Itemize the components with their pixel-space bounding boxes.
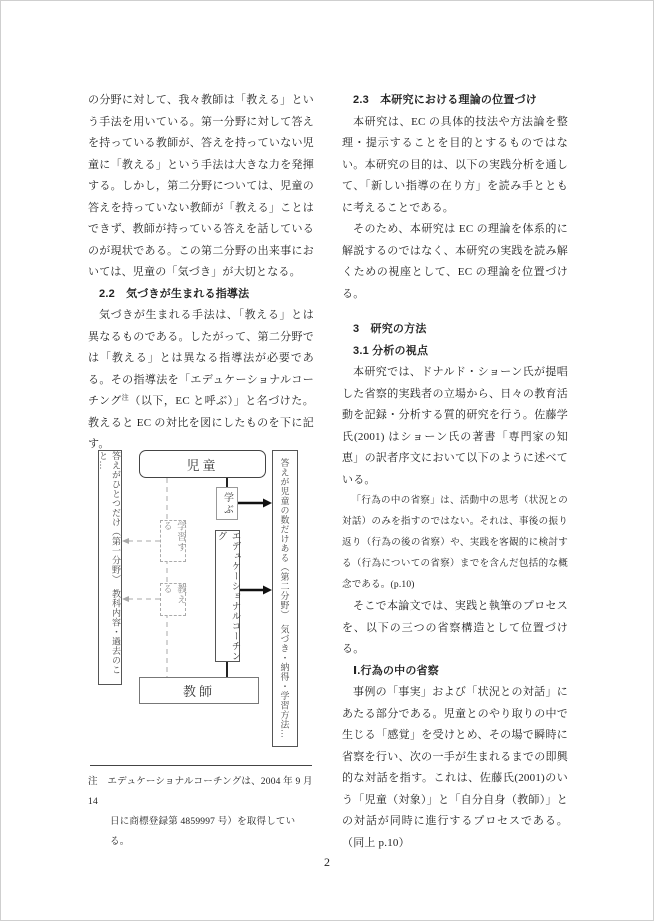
right-column [342, 90, 568, 854]
left-column [88, 90, 314, 456]
paragraph-text: （以下，EC と呼ぶ）」と名づけた。教えると EC の対比を図にしたものを下に記す。 [88, 395, 315, 450]
field1-band: 答えがひとつだけ（第一分野） 教科内容・過去のこと… [98, 450, 122, 685]
section-heading-3: 3 研究の方法 [353, 323, 427, 335]
footnote-line: 日に商標登録第 4859997 号）を取得している。 [110, 817, 296, 847]
paragraph: 事例の「事実」および「状況との対話」にあたる部分である。児童とのやり取りの中で生じる「感覚」を受けとめ、その場で瞬時に省察を行い、次の一手が生まれるまでの即興的な対話を指す。これは、佐藤氏(2001)のいう「児童（対象）」と「自分自身（教師）」との対話が同時に進行するプロセスである。（同上 p.10） [342, 686, 568, 849]
section-heading-2-2: 2.2 気づきが生まれる指導法 [99, 287, 250, 300]
footnote [88, 765, 314, 852]
learn-box: 学ぶ [216, 487, 238, 520]
ec-comparison-diagram [88, 448, 300, 750]
teach-box: 教える [160, 583, 186, 616]
page-number: 2 [324, 855, 330, 869]
paragraph-text: 気づきが生まれる手法は、「教える」とは異なるものである。したがって、第二分野では「教える」とは異なる指導法が必要である。その指導法を「エデュケーショナルコーチング [88, 309, 314, 407]
section-heading-2-3: 2.3 本研究における理論の位置づけ [353, 94, 537, 106]
paragraph: そこで本論文では、実践と執筆のプロセスを、以下の三つの省察構造として位置づける。 [342, 600, 568, 655]
educational-coaching-box: エデュケーショナルコーチング [215, 531, 240, 661]
footnote-reference: 注 [121, 393, 130, 402]
section-heading-3-1: 3.1 分析の視点 [353, 344, 429, 357]
footnote-separator [90, 765, 312, 766]
section-heading-I: Ⅰ.行為の中の省察 [353, 664, 439, 677]
footnote-line: 注 エデュケーショナルコーチングは、2004 年 9 月 14 [88, 777, 313, 807]
paragraph: の分野に対して、我々教師は「教える」という手法を用いている。第一分野に対して答えを持っている教師が、答えを持っていない児童に「教える」という手法は大きな力を発揮する。しかし，第二分野については、児童の答えを持っていない教師が「教える」ことはできず、教師が持っている答えを話しているのが現状である。この第二分野の出来事においては、児童の「気づき」が大切となる。 [88, 94, 314, 278]
paragraph: そのため、本研究は EC の理論を体系的に解説するのではなく、本研究の実践を読み解くための視座として、EC の理論を位置づける。 [342, 223, 568, 300]
child-box: 児童 [139, 450, 266, 478]
paragraph [88, 305, 314, 456]
arrowhead [122, 596, 129, 602]
arrowhead [263, 586, 272, 595]
paragraph: 本研究では、ドナルド・ショーン氏が提唱した省察的実践者の立場から、日々の教育活動を記録・分析する質的研究を行う。佐藤学氏(2001) はショーン氏の著書「専門家の知恵」の訳者序文において以下のように述べている。 [342, 366, 568, 486]
paragraph: 本研究は、EC の具体的技法や方法論を整理・提示することを目的とするものではない。本研究の目的は、以下の実践分析を通して、「新しい指導の在り方」を読み手とともに考えることである。 [342, 115, 568, 214]
blockquote: 「行為の中の省察」は、活動中の思考（状況との対話）のみを指すのではない。それは、事後の振り返り（行為の後の省察）や、実践を客観的に検討する（行為についての省察）までを含んだ包括的な概念である。(p.10) [342, 496, 568, 590]
arrowhead [122, 538, 129, 544]
arrowhead [263, 499, 272, 508]
field2-band: 答えが児童の数だけある（第二分野） 気づき・納得・学習方法… [272, 450, 298, 747]
study-box: 学習する [160, 520, 186, 562]
teacher-box: 教師 [139, 677, 259, 704]
